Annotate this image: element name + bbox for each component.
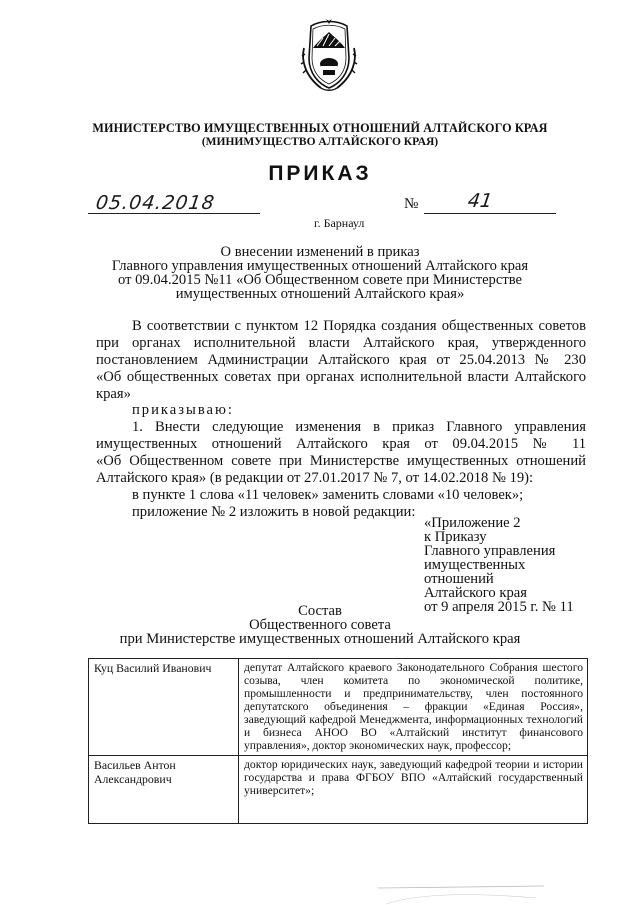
text-line: В соответствии с пунктом 12 Порядка создания общественных советов — [132, 318, 586, 334]
member-name: Куц Василий Иванович — [89, 659, 239, 756]
text-line: отношений — [424, 571, 494, 587]
text-line: «Приложение 2 — [424, 515, 521, 531]
text-line: имущественных — [424, 557, 526, 573]
text-line: к Приказу — [424, 529, 487, 545]
appendix-reference — [424, 516, 574, 614]
number-underline — [424, 213, 556, 214]
text-line: 1. Внести следующие изменения в приказ Главного управления — [132, 419, 586, 435]
order-number-label: № — [404, 196, 419, 212]
ministry-name: МИНИСТЕРСТВО ИМУЩЕСТВЕННЫХ ОТНОШЕНИЙ АЛТАЙСКОГО КРАЯ — [92, 121, 548, 135]
table-row — [89, 659, 588, 756]
document-type-title: ПРИКАЗ — [268, 162, 372, 185]
text-line: «Об Общественном совете при Министерстве имущественных отношений — [96, 453, 586, 469]
subject-line: О внесении изменений в приказ — [220, 244, 420, 260]
text-line: от 9 апреля 2015 г. № 11 — [424, 599, 574, 615]
composition-title: Состав — [298, 603, 342, 619]
change-words: в пункте 1 слова «11 человек» заменить словами «10 человек»; — [132, 487, 524, 503]
members-table — [88, 658, 588, 824]
order-word: приказываю: — [132, 402, 234, 418]
member-role: депутат Алтайского краевого Законодательного Собрания шестого созыва, член комитета по экономической политике, промышленности и предпринимательству, член постоянного депутатского объединения – фракции «Единая Россия», заведующий кафедрой Менеджмента, информационных технологий и бизнеса АНОО ВО «Алтайский институт финансового управления», доктор экономических наук, профессор; — [239, 659, 588, 756]
composition-subtitle: при Министерстве имущественных отношений Алтайского края — [119, 631, 521, 647]
subject-line: Главного управления имущественных отношений Алтайского края — [111, 258, 529, 274]
composition-subtitle: Общественного совета — [249, 617, 391, 633]
table-row — [89, 756, 588, 824]
preamble-paragraph — [96, 318, 586, 403]
text-line: имущественных отношений Алтайского края от 09.04.2015 № 11 — [96, 436, 586, 452]
subject-line: от 09.04.2015 №11 «Об Общественном совете при Министерстве — [118, 272, 522, 288]
ministry-short-name: (МИНИМУЩЕСТВО АЛТАЙСКОГО КРАЯ) — [201, 136, 439, 148]
order-number: 41 — [466, 190, 494, 212]
item-1-paragraph — [96, 419, 586, 487]
scan-stamp-mark — [376, 884, 546, 905]
text-line: Алтайского края — [424, 585, 527, 601]
member-role: доктор юридических наук, заведующий кафедрой теории и истории государства и права ФГБОУ ВПО «Алтайский государственный университет»; — [239, 756, 588, 824]
city-name: г. Барнаул — [314, 216, 365, 230]
date-underline — [88, 213, 260, 214]
member-name: Васильев Антон Александрович — [89, 756, 239, 824]
text-line: Алтайского края» (в редакции от 27.01.2017 № 7, от 14.02.2018 № 19): — [96, 470, 534, 486]
order-date: 05.04.2018 — [94, 192, 217, 214]
text-line: постановлением Администрации Алтайского края от 25.04.2013 № 230 — [96, 352, 586, 368]
text-line: края» — [96, 386, 131, 402]
text-line: Главного управления — [424, 543, 556, 559]
coat-of-arms-emblem — [299, 18, 359, 92]
change-appendix: приложение № 2 изложить в новой редакции: — [132, 504, 416, 520]
text-line: «Об общественных советах при органах исполнительной власти Алтайского — [96, 369, 586, 385]
subject-line: имущественных отношений Алтайского края» — [175, 286, 465, 302]
text-line: при органах исполнительной власти Алтайского края, утвержденного — [96, 335, 586, 351]
